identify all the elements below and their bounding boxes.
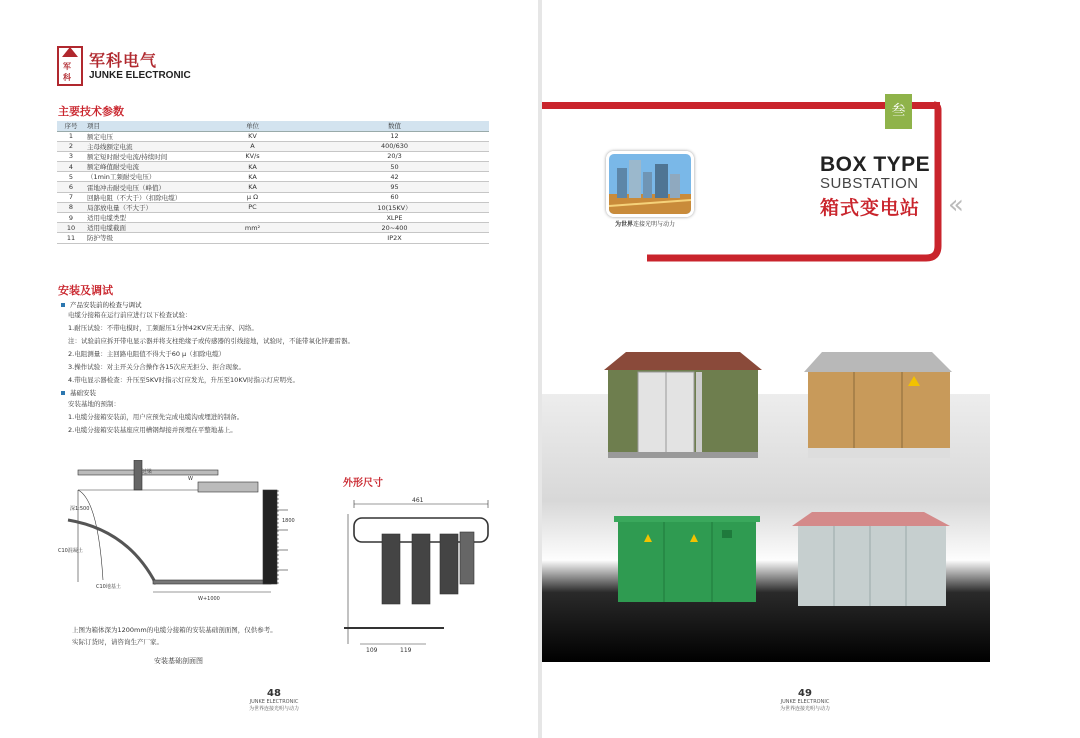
chapter-title-cn: 箱式变电站 (820, 197, 921, 219)
install-line: 注：试验前应拆开带电显示器并将支柱绝缘子或传感器的引线接地，试验时，不能带氧化锌避雷器。 (68, 337, 354, 346)
col-header-no: 序号 (57, 121, 85, 131)
brand-name-cn: 军科电气 (89, 51, 158, 70)
specs-table (57, 121, 489, 244)
label-side-dim: 1800 (282, 518, 295, 524)
specs-title: 主要技术参数 (58, 105, 124, 118)
install-line: 2.电阻测量：主回路电阻值不得大于60 μ（扣除电缆） (68, 350, 226, 359)
table-row: 4 额定峰值耐受电流 KA 50 (57, 162, 489, 172)
label-c10-concrete: C10混凝土 (58, 548, 83, 554)
dim-b-value: 119 (400, 647, 412, 654)
product-image-wood-substation (802, 352, 956, 460)
product-photo-block (542, 394, 990, 662)
install-title: 安装及调试 (58, 284, 113, 297)
col-header-item: 项目 (85, 121, 205, 131)
table-row: 11 防护等级 IP2X (57, 233, 489, 243)
install-subhead-foundation: 基础安装 (61, 388, 491, 398)
brand-logo (57, 44, 217, 90)
install-line: 2.电缆分接箱安装基座应用槽钢焊接并预埋在平整地基上。 (68, 425, 237, 434)
brand-mark-icon: 军 科 (57, 46, 83, 86)
foundation-drawing (58, 460, 298, 610)
table-row: 5 （1min工频耐受电压） KA 42 (57, 172, 489, 182)
dimension-title: 外形尺寸 (343, 478, 383, 489)
install-line: 1.电缆分接箱安装前，用户应预先完成电缆沟或埋进的制备。 (68, 412, 244, 421)
specs-header-row (57, 121, 489, 131)
right-page (542, 0, 1080, 738)
brand-name-en: JUNKE ELECTRONIC (89, 70, 191, 81)
table-row: 10 适用电缆截面 mm² 20~400 (57, 223, 489, 233)
install-subhead-check: 产品安装前的检查与调试 (61, 300, 491, 310)
chapter-banner (542, 0, 1080, 270)
table-row: 8 局部放电量（不大于） PC 10(15KV） (57, 202, 489, 212)
label-c10-base: C10地基土 (96, 584, 121, 590)
chapter-badge: 叁 (885, 94, 912, 129)
product-image-stone-substation (596, 352, 768, 460)
drawing-note: 上图为箱体深为1200mm的电缆分接箱的安装基础剖面图，仅供参考。 实际订货时，请咨询生产厂家。 (72, 626, 277, 647)
table-row: 1 额定电压 KV 12 (57, 131, 489, 141)
dim-a-value: 109 (366, 647, 378, 654)
install-line: 1.耐压试验：不带电模时，工频耐压1分钟42KV应无击穿、闪络。 (68, 324, 258, 333)
label-lintel: 过梁 (142, 469, 153, 475)
dim-top-value: 461 (412, 497, 424, 504)
label-width: W (188, 476, 193, 482)
label-left-dim: 深1:500 (70, 506, 90, 512)
chapter-subtitle-en: SUBSTATION (820, 175, 919, 192)
install-line: 3.操作试验：对主开关分合操作各15次应无拒分、拒合现象。 (68, 363, 245, 372)
folio-left: 48 JUNKE ELECTRONIC 为世界连接光明与动力 (229, 688, 319, 712)
table-row: 2 主母线额定电流 A 400/630 (57, 141, 489, 151)
city-photo (606, 151, 694, 217)
page-number: 48 (267, 688, 281, 699)
left-page (0, 0, 538, 738)
table-row: 3 额定短时耐受电流/持续时间 KV/s 20/3 (57, 151, 489, 161)
col-header-value: 数值 (300, 121, 489, 131)
table-row: 9 适用电缆类型 XLPE (57, 213, 489, 223)
install-line: 4.带电显示器检查：升压至5KV时指示灯应发光，升压至10KV时指示灯应明亮。 (68, 376, 300, 385)
label-bottom-dim: W+1000 (198, 596, 220, 602)
table-row: 7 回路电阻（不大于）（扣除电缆） μ Ω 60 (57, 192, 489, 202)
install-line: 电缆分接箱在运行前应进行以下检查试验： (68, 311, 192, 320)
slogan: 为世界连接光明与动力 (614, 221, 676, 228)
product-image-green-substation (614, 516, 760, 606)
drawing-caption: 安装基础剖面图 (154, 657, 203, 665)
chapter-title-en: BOX TYPE (820, 153, 931, 176)
page-number: 49 (798, 688, 812, 699)
dimension-drawing (340, 494, 500, 654)
install-section (61, 300, 491, 438)
install-line: 安装基地的预制： (68, 399, 120, 408)
col-header-unit: 单位 (205, 121, 300, 131)
product-image-grey-substation (792, 512, 952, 608)
table-row: 6 雷地冲击耐受电压（峰值） KA 95 (57, 182, 489, 192)
double-chevron-left-icon: « (948, 190, 964, 220)
folio-right: 49 JUNKE ELECTRONIC 为世界连接光明与动力 (760, 688, 850, 712)
